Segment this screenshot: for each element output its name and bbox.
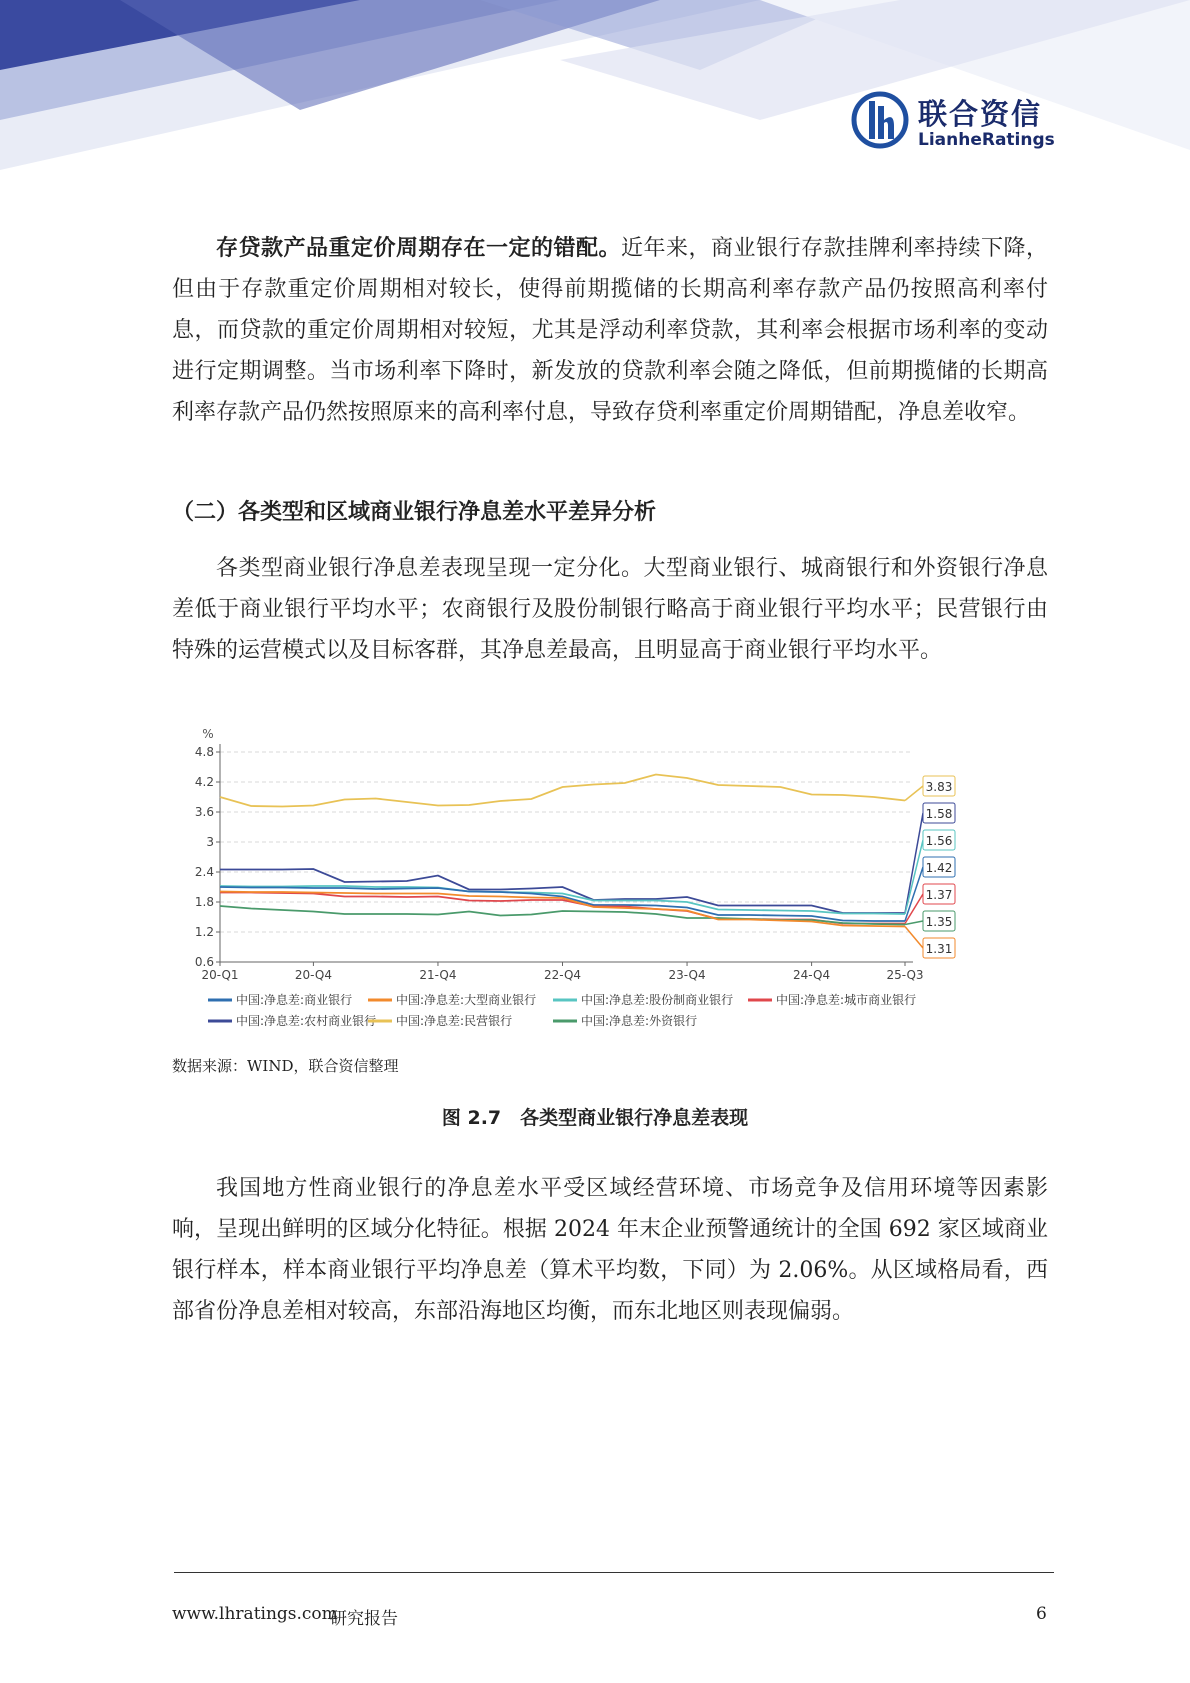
paragraph-lead-bold: 存贷款产品重定价周期存在一定的错配。 — [216, 236, 621, 261]
legend-label: 中国:净息差:商业银行 — [236, 993, 353, 1007]
y-tick-label: 0.6 — [194, 955, 214, 969]
y-tick-label: 2.4 — [194, 865, 214, 879]
footer-divider — [174, 1572, 1054, 1573]
series-line — [220, 869, 905, 913]
company-logo — [850, 88, 1060, 158]
data-label: 3.83 — [925, 780, 953, 794]
paragraph-regional: 我国地方性商业银行的净息差水平受区域经营环境、市场竞争及信用环境等因素影响，呈现出鲜明的区域分化特征。根据 2024 年末企业预警通统计的全国 692 家区域商业银行样本，样本商业银行平均净息差（算术平均数，下同）为 2.06%。从区域格局看，西部省份净息差相对较高，东部沿海地区均衡，而东北地区则表现偏弱。 — [172, 1176, 1048, 1324]
x-tick-label: 20-Q1 — [201, 968, 239, 982]
legend-label: 中国:净息差:大型商业银行 — [396, 993, 537, 1007]
paragraph-bank-types: 各类型商业银行净息差表现呈现一定分化。大型商业银行、城商银行和外资银行净息差低于商业银行平均水平；农商银行及股份制银行略高于商业银行平均水平；民营银行由特殊的运营模式以及目标客群，其净息差最高，且明显高于商业银行平均水平。 — [172, 556, 1048, 663]
legend-label: 中国:净息差:城市商业银行 — [776, 993, 917, 1007]
y-tick-label: 4.2 — [194, 775, 214, 789]
data-label: 1.31 — [925, 942, 953, 956]
y-tick-label: 1.2 — [194, 925, 214, 939]
data-label: 1.35 — [925, 915, 953, 929]
legend-label: 中国:净息差:外资银行 — [581, 1014, 698, 1028]
paragraph-body: 近年来，商业银行存款挂牌利率持续下降，但由于存款重定价周期相对较长，使得前期揽储的长期高利率存款产品仍按照高利率付息，而贷款的重定价周期相对较短，尤其是浮动利率贷款，其利率会根据市场利率的变动进行定期调整。当市场利率下降时，新发放的贷款利率会随之降低，但前期揽储的长期高利率存款产品仍然按照原来的高利率付息，导致存贷利率重定价周期错配，净息差收窄。 — [172, 236, 1048, 425]
y-tick-label: 3.6 — [194, 805, 214, 819]
section-title: （二）各类型和区域商业银行净息差水平差异分析 — [172, 500, 657, 525]
data-source-note: 数据来源：WIND，联合资信整理 — [172, 1057, 399, 1075]
logo-english-text: LianheRatings — [918, 130, 1055, 150]
x-tick-label: 23-Q4 — [668, 968, 706, 982]
logo-chinese-text: 联合资信 — [918, 97, 1043, 131]
footer-doc-type: 研究报告 — [330, 1609, 398, 1629]
x-tick-label: 22-Q4 — [543, 968, 582, 982]
paragraph-repricing — [172, 228, 1048, 433]
y-axis-unit: % — [202, 727, 214, 741]
x-tick-label: 21-Q4 — [419, 968, 457, 982]
series-line — [220, 775, 905, 807]
x-tick-label: 25-Q3 — [886, 968, 924, 982]
data-label: 1.58 — [925, 807, 953, 821]
footer-url[interactable]: www.lhratings.com — [172, 1604, 338, 1624]
figure-caption: 图 2.7 各类型商业银行净息差表现 — [441, 1107, 749, 1129]
data-label-leader — [905, 927, 923, 949]
y-tick-label: 3 — [206, 835, 214, 849]
y-tick-label: 1.8 — [194, 895, 214, 909]
nim-line-chart — [170, 720, 1030, 1052]
data-label-leader — [905, 786, 923, 801]
legend-label: 中国:净息差:股份制商业银行 — [581, 993, 734, 1007]
data-label: 1.56 — [925, 834, 953, 848]
data-label-leader — [905, 921, 923, 925]
legend-label: 中国:净息差:农村商业银行 — [236, 1014, 377, 1028]
y-tick-label: 4.8 — [194, 745, 214, 759]
x-tick-label: 24-Q4 — [793, 968, 831, 982]
page-number: 6 — [1036, 1604, 1047, 1624]
data-label: 1.37 — [925, 888, 953, 902]
x-tick-label: 20-Q4 — [294, 968, 332, 982]
data-label: 1.42 — [925, 861, 953, 875]
logo-mark-icon — [850, 90, 910, 150]
legend-label: 中国:净息差:民营银行 — [396, 1014, 513, 1028]
